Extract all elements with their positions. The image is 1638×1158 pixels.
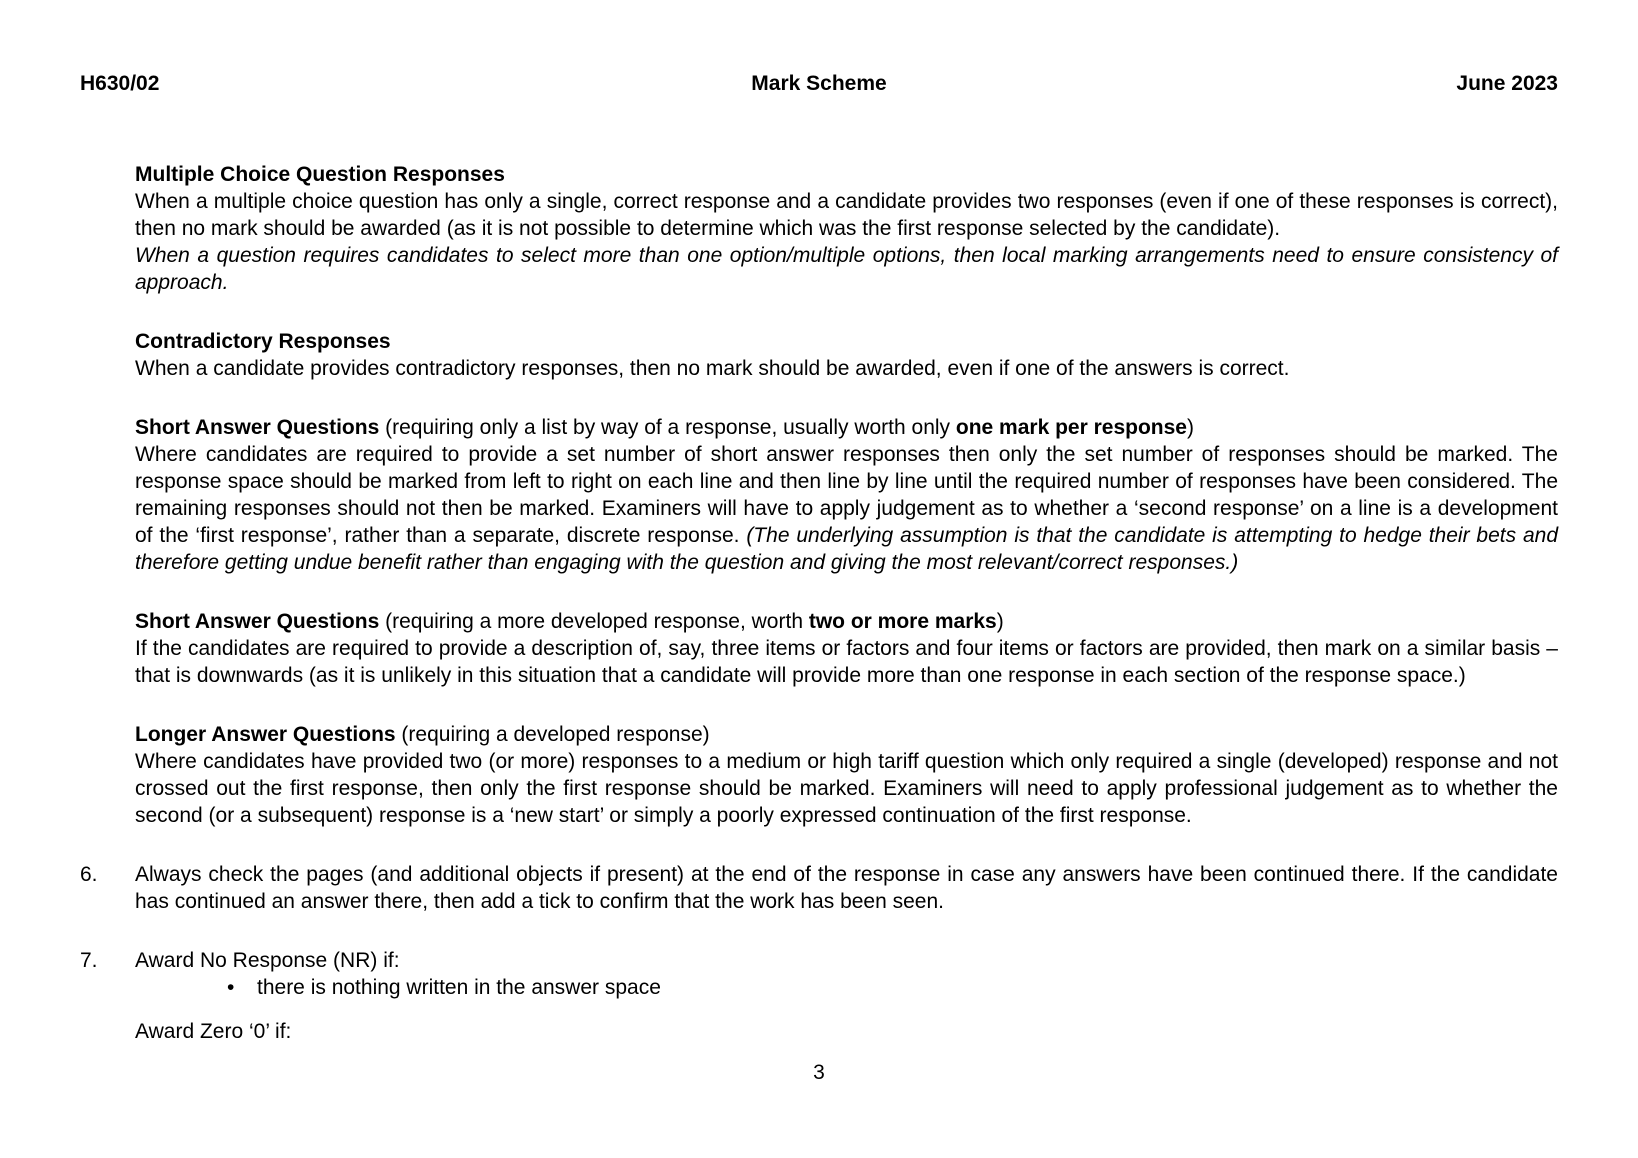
document-body bbox=[80, 161, 1558, 1045]
paragraph: Always check the pages (and additional objects if present) at the end of the response in case any answers have been continued there. If the candidate has continued an answer there, then add a tick to confirm that the work has been seen. bbox=[135, 863, 1558, 913]
doc-title: Mark Scheme bbox=[751, 72, 887, 95]
item-number: 6. bbox=[80, 863, 98, 886]
section-heading: Longer Answer Questions (requiring a developed response) bbox=[135, 723, 710, 746]
section-short-answer-developed bbox=[135, 608, 1558, 689]
doc-code: H630/02 bbox=[80, 72, 160, 95]
bullet-text: there is nothing written in the answer space bbox=[257, 976, 661, 999]
doc-date: June 2023 bbox=[1456, 72, 1558, 95]
section-short-answer-list bbox=[135, 414, 1558, 576]
section-multiple-choice bbox=[135, 161, 1558, 296]
section-longer-answer bbox=[135, 721, 1558, 829]
section-heading: Contradictory Responses bbox=[135, 330, 391, 353]
section-contradictory bbox=[135, 328, 1558, 382]
section-heading: Short Answer Questions (requiring a more developed response, worth two or more marks) bbox=[135, 610, 1004, 633]
page-header bbox=[80, 70, 1558, 97]
bullet-item bbox=[135, 974, 1558, 1001]
section-heading: Short Answer Questions (requiring only a list by way of a response, usually worth only one mark per response) bbox=[135, 416, 1194, 439]
section-heading: Multiple Choice Question Responses bbox=[135, 163, 505, 186]
paragraph: Where candidates are required to provide a set number of short answer responses then only the set number of responses should be marked. The response space should be marked from left to right on each line and then line by line until the required number of responses have been considered. The remaining responses should not then be marked. Examiners will have to apply judgement as to whether a ‘second response’ on a line is a development of the ‘first response’, rather than a separate, discrete response. (The underlying assumption is that the candidate is attempting to hedge their bets and therefore getting undue benefit rather than engaging with the question and giving the most relevant/correct responses.) bbox=[135, 443, 1558, 574]
page-number: 3 bbox=[813, 1061, 825, 1084]
paragraph: Where candidates have provided two (or more) responses to a medium or high tariff question which only required a single (developed) response and not crossed out the first response, then only the first response should be marked. Examiners will need to apply professional judgement as to whether the second (or a subsequent) response is a ‘new start’ or simply a poorly expressed continuation of the first response. bbox=[135, 750, 1558, 827]
item-number: 7. bbox=[80, 949, 98, 972]
item-lead-text: Award No Response (NR) if: bbox=[135, 949, 400, 972]
award-zero-line: Award Zero ‘0’ if: bbox=[135, 1020, 292, 1043]
numbered-item-6 bbox=[80, 861, 1558, 915]
numbered-item-7 bbox=[80, 947, 1558, 1045]
paragraph: When a multiple choice question has only a single, correct response and a candidate provides two responses (even if one of these responses is correct), then no mark should be awarded (as it is not possible to determine which was the first response selected by the candidate). bbox=[135, 190, 1558, 240]
bullet-icon: • bbox=[227, 976, 235, 999]
paragraph: When a candidate provides contradictory responses, then no mark should be awarded, even if one of the answers is correct. bbox=[135, 357, 1290, 380]
paragraph: If the candidates are required to provide a description of, say, three items or factors and four items or factors are provided, then mark on a similar basis – that is downwards (as it is unlikely in this situation that a candidate will provide more than one response in each section of the response space.) bbox=[135, 637, 1558, 687]
paragraph-italic: When a question requires candidates to select more than one option/multiple options, then local marking arrangements need to ensure consistency of approach. bbox=[135, 244, 1558, 294]
